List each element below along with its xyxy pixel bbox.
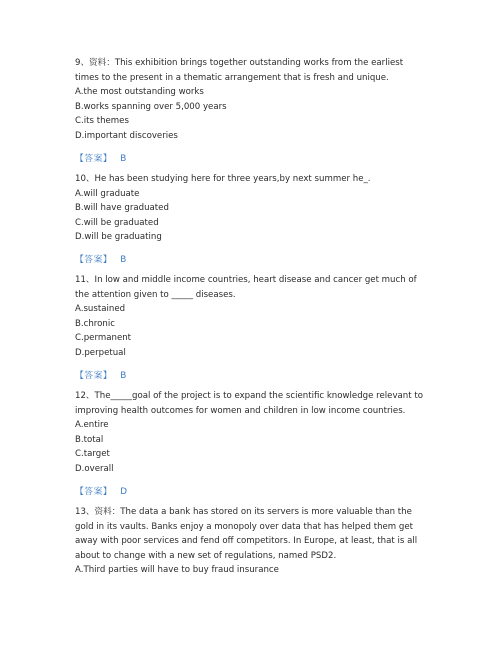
option-b: B.will have graduated (75, 203, 169, 214)
option-a: A.will graduate (75, 188, 140, 199)
answer-12 (75, 484, 127, 497)
question-stem: 9、资料：This exhibition brings together outstanding works from the earliest times to the present in a thematic arrangement that is fresh and unique. (75, 58, 404, 83)
answer-10 (75, 252, 127, 265)
option-c: C.will be graduated (75, 217, 159, 228)
question-13 (75, 505, 425, 578)
answer-value: B (120, 154, 127, 164)
answer-label: 【答案】 (75, 255, 113, 265)
option-a: A.the most outstanding works (75, 87, 204, 98)
option-b: B.chronic (75, 318, 115, 329)
option-a: A.Third parties will have to buy fraud insurance (75, 565, 279, 576)
answer-value: D (120, 487, 128, 497)
option-c: C.permanent (75, 333, 132, 344)
option-c: C.its themes (75, 116, 129, 127)
option-d: D.overall (75, 463, 114, 474)
option-c: C.target (75, 449, 110, 460)
option-a: A.sustained (75, 304, 126, 315)
question-12 (75, 389, 425, 477)
answer-label: 【答案】 (75, 371, 113, 381)
option-d: D.important discoveries (75, 130, 178, 141)
answer-value: B (120, 371, 127, 381)
question-stem: 10、He has been studying here for three years,by next summer he_. (75, 174, 371, 184)
answer-9 (75, 151, 127, 164)
option-d: D.will be graduating (75, 232, 162, 243)
answer-11 (75, 368, 127, 381)
option-b: B.total (75, 434, 104, 445)
option-d: D.perpetual (75, 347, 126, 358)
option-b: B.works spanning over 5,000 years (75, 101, 227, 112)
question-stem: 11、In low and middle income countries, heart disease and cancer get much of the attention given to _____ diseases. (75, 275, 417, 300)
option-a: A.entire (75, 420, 109, 431)
answer-label: 【答案】 (75, 487, 113, 497)
question-10 (75, 172, 425, 245)
question-9 (75, 56, 425, 144)
question-stem: 12、The_____goal of the project is to expand the scientific knowledge relevant to improving health outcomes for women and children in low income countries. (75, 391, 423, 416)
answer-label: 【答案】 (75, 154, 113, 164)
answer-value: B (120, 255, 127, 265)
question-11 (75, 273, 425, 361)
question-stem: 13、资料：The data a bank has stored on its servers is more valuable than the gold in its vaults. Banks enjoy a monopoly over data that has helped them get away with poor services and fend off competitors. In Europe, at least, that is all about to change with a new set of regulations, named PSD2. (75, 507, 418, 561)
